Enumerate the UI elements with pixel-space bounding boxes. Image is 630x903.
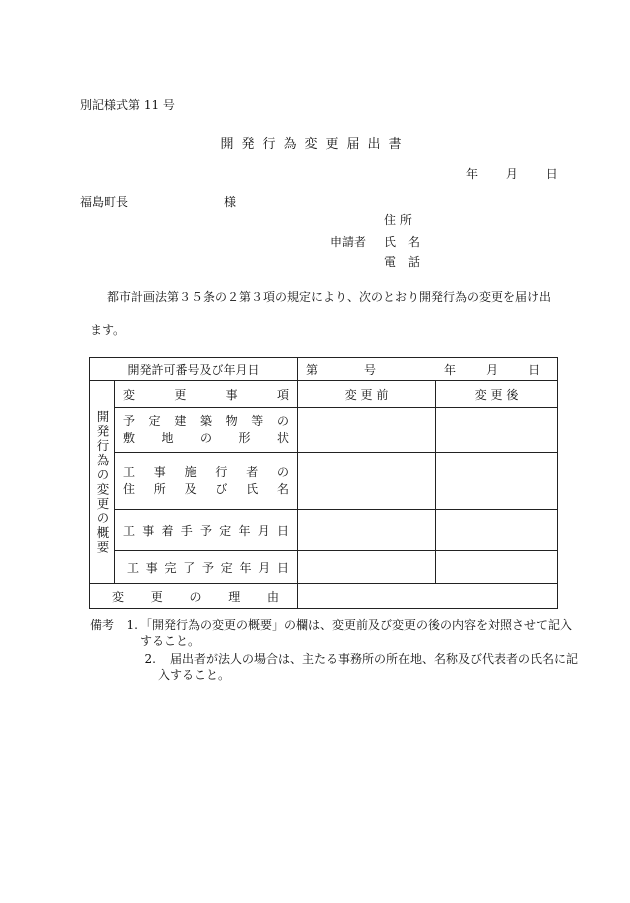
label-char: 定	[219, 523, 232, 538]
applicant-label: 申請者	[330, 235, 367, 249]
label-char: 工	[127, 560, 140, 575]
label-char: 年	[238, 523, 251, 538]
note-text: 届出者が法人の場合は、主たる事務所の所在地、名称及び代表者の氏名に記入すること。	[158, 652, 579, 682]
label-char: 予	[200, 523, 213, 538]
header-item	[115, 381, 298, 408]
label-char: 氏	[246, 482, 259, 496]
addressee-name: 福島町長	[80, 195, 129, 209]
permit-day: 日	[528, 362, 541, 377]
table-row	[90, 551, 558, 584]
before-cell[interactable]	[298, 408, 436, 453]
header-row	[90, 381, 558, 408]
label-char: 定	[148, 414, 161, 428]
date-year: 年	[466, 167, 479, 181]
label-char: 年	[239, 560, 252, 575]
label-char: 築	[199, 414, 212, 428]
note-text: 「開発行為の変更の概要」の欄は、変更前及び変更の後の内容を対照させて記入すること。	[140, 618, 573, 648]
label-char: 事	[153, 465, 166, 479]
label-char: 事	[145, 560, 158, 575]
before-cell[interactable]	[298, 510, 436, 551]
label-char: 者	[246, 465, 259, 479]
header-item-char: 変	[123, 387, 136, 402]
label-char: 形	[238, 431, 251, 445]
label-char: 定	[220, 560, 233, 575]
label-char: 変	[112, 589, 125, 604]
label-char: 手	[180, 523, 193, 538]
applicant-name-label: 氏 名	[384, 235, 421, 249]
label-char: 事	[142, 523, 155, 538]
body-text: 都市計画法第３５条の２第３項の規定により、次のとおり開発行為の変更を届け出ます。	[90, 290, 552, 337]
label-char: の	[276, 414, 289, 428]
table-row	[90, 453, 558, 510]
notes-heading: 備考	[90, 618, 115, 632]
reason-cell[interactable]	[298, 584, 558, 609]
row-label-start-date	[115, 510, 298, 551]
document-title: 開発行為変更届出書	[220, 137, 410, 152]
label-char: 建	[174, 414, 187, 428]
label-char: 物	[225, 414, 238, 428]
permit-value-cell[interactable]	[298, 358, 558, 381]
label-char: 状	[277, 431, 290, 445]
label-char: 敷	[123, 431, 136, 445]
label-char: の	[276, 465, 289, 479]
label-char: び	[215, 482, 228, 496]
label-char: 工	[123, 465, 136, 479]
label-char: の	[189, 589, 202, 604]
header-item-char: 更	[174, 387, 187, 402]
applicant-address-label: 住 所	[384, 213, 412, 227]
reason-row	[90, 584, 558, 609]
label-char: 行	[215, 465, 228, 479]
label-char: 地	[161, 431, 174, 445]
addressee	[80, 193, 236, 210]
note-number: 2.	[144, 652, 156, 666]
label-char: の	[200, 431, 213, 445]
label-char: 住	[123, 482, 136, 496]
row-label-site-shape	[115, 408, 298, 453]
header-after: 変 更 後	[436, 381, 558, 408]
permit-no-prefix: 第	[306, 362, 319, 377]
side-label: 開発行為の変更の概要	[95, 409, 110, 555]
header-item-char: 項	[276, 387, 289, 402]
note-indent	[90, 651, 120, 683]
before-cell[interactable]	[298, 551, 436, 584]
permit-no-suffix: 号	[364, 362, 377, 377]
label-char: 工	[123, 523, 136, 538]
permit-row	[90, 358, 558, 381]
label-char: 名	[276, 482, 289, 496]
label-char: 理	[228, 589, 241, 604]
label-char: 施	[184, 465, 197, 479]
note-item	[90, 651, 580, 683]
table-row	[90, 510, 558, 551]
label-char: 着	[161, 523, 174, 538]
label-char: 完	[164, 560, 177, 575]
label-char: 及	[184, 482, 197, 496]
row-label-completion-date	[115, 551, 298, 584]
label-char: 日	[277, 560, 290, 575]
label-char: 等	[251, 414, 264, 428]
label-char: 由	[267, 589, 280, 604]
before-cell[interactable]	[298, 453, 436, 510]
label-char: 月	[257, 523, 270, 538]
permit-year: 年	[444, 362, 457, 377]
side-label-cell	[90, 381, 115, 584]
addressee-honorific: 様	[224, 195, 237, 209]
note-item	[90, 617, 580, 649]
row-label-contractor	[115, 453, 298, 510]
permit-month: 月	[486, 362, 499, 377]
header-item-char: 事	[225, 387, 238, 402]
label-char: 更	[150, 589, 163, 604]
permit-label: 開発許可番号及び年月日	[90, 358, 298, 381]
after-cell[interactable]	[436, 551, 558, 584]
date-month: 月	[505, 167, 518, 181]
table-row	[90, 408, 558, 453]
label-char: 予	[202, 560, 215, 575]
change-form-table	[89, 357, 558, 609]
applicant-phone-label: 電 話	[384, 255, 421, 269]
label-char: 日	[277, 523, 290, 538]
label-char: 所	[153, 482, 166, 496]
form-number: 別記様式第 11 号	[80, 98, 175, 112]
reason-label	[90, 584, 298, 609]
note-number: 1.	[126, 618, 138, 632]
date-line	[466, 165, 558, 182]
header-before: 変 更 前	[298, 381, 436, 408]
label-char: 了	[183, 560, 196, 575]
after-cell[interactable]	[436, 510, 558, 551]
after-cell[interactable]	[436, 453, 558, 510]
notes	[90, 617, 580, 683]
after-cell[interactable]	[436, 408, 558, 453]
label-char: 月	[258, 560, 271, 575]
date-day: 日	[545, 167, 558, 181]
label-char: 予	[123, 414, 136, 428]
